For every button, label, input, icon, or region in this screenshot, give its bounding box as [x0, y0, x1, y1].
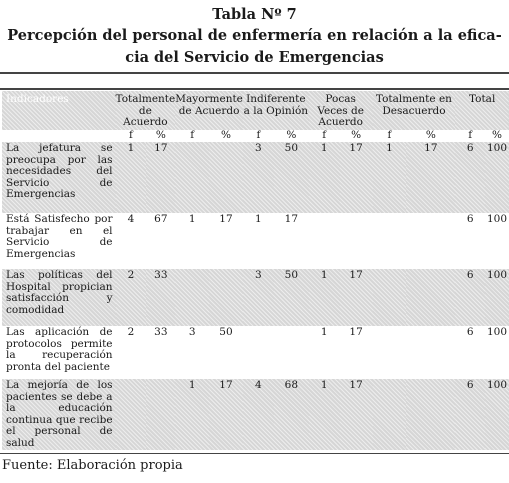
source-note: Fuente: Elaboración propia [2, 458, 183, 473]
table-caption-line1: Percepción del personal de enfermería en relación a la efica- [7, 27, 502, 44]
cell-pct: 50 [284, 142, 299, 154]
cell-pct [209, 142, 243, 213]
subheader-f: f [468, 129, 473, 141]
cell-pct [209, 269, 243, 326]
cell-f: 4 [127, 213, 135, 225]
cell-f: 2 [127, 269, 135, 281]
cell-f [116, 379, 147, 450]
subheader-pct: % [155, 129, 166, 141]
cell-f: 6 [466, 326, 474, 338]
header-indicadores: Indicadores [6, 93, 69, 105]
cell-f: 1 [188, 379, 196, 391]
cell-pct: 100 [487, 326, 508, 338]
cell-pct: 17 [219, 213, 233, 225]
cell-f: 1 [320, 142, 328, 154]
cell-f [373, 269, 407, 326]
cell-pct: 50 [219, 326, 233, 338]
table-row [2, 326, 509, 379]
data-table [2, 91, 509, 450]
header-indiferente: Indiferente a la Opinión [243, 93, 309, 117]
table-number: Tabla Nº 7 [212, 6, 297, 23]
header-mayormente-acuerdo: Mayormente de Acuerdo [175, 93, 243, 117]
row-indicator: Las aplicación de protocolos permite la recuperación pronta del paciente [6, 326, 113, 373]
cell-pct: 50 [284, 269, 299, 281]
row-indicator: Las políticas del Hospital propician satisfacción y comodidad [6, 269, 113, 316]
cell-f: 1 [320, 326, 328, 338]
cell-f: 6 [466, 379, 474, 391]
cell-pct [146, 379, 175, 450]
cell-f: 1 [386, 142, 393, 154]
cell-f: 1 [255, 213, 262, 225]
cell-pct: 100 [487, 213, 508, 225]
cell-pct: 17 [349, 326, 363, 338]
cell-pct [406, 326, 455, 379]
cell-pct: 17 [349, 379, 363, 391]
cell-f [175, 142, 209, 213]
table-caption-line2: cia del Servicio de Emergencias [125, 49, 384, 66]
subheader-row [2, 130, 509, 142]
subheader-f: f [129, 129, 133, 141]
cell-f: 4 [255, 379, 262, 391]
cell-pct: 100 [487, 269, 508, 281]
table-row [2, 142, 509, 213]
header-row [2, 91, 509, 130]
cell-f [373, 213, 407, 269]
cell-pct [274, 326, 309, 379]
subheader-f: f [322, 129, 327, 141]
table-row [2, 269, 509, 326]
cell-f: 6 [466, 269, 474, 281]
header-totalmente-desacuerdo: Totalmente en Desacuerdo [375, 93, 452, 117]
table-row [2, 213, 509, 269]
cell-f: 2 [127, 326, 135, 338]
cell-pct: 17 [349, 142, 363, 154]
cell-pct [406, 269, 455, 326]
cell-f: 3 [188, 326, 196, 338]
cell-f [175, 269, 209, 326]
bottom-rule [0, 453, 509, 454]
cell-pct: 67 [154, 213, 168, 225]
subheader-pct: % [351, 129, 362, 141]
subheader-pct: % [492, 129, 503, 141]
header-pocas-veces: Pocas Veces de Acuerdo [317, 93, 364, 128]
cell-pct [406, 213, 455, 269]
row-indicator: La jefatura se preocupa por las necesidades del Servicio de Emergencias [6, 142, 113, 200]
row-indicator: La mejoría de los pacientes se debe a la educación continua que recibe el personal de salud [6, 379, 113, 449]
subheader-pct: % [286, 129, 297, 141]
cell-pct: 17 [219, 379, 233, 391]
cell-f [309, 213, 340, 269]
cell-f: 6 [466, 142, 474, 154]
second-rule [0, 88, 509, 90]
cell-f: 1 [320, 379, 328, 391]
subheader-pct: % [221, 129, 231, 141]
subheader-f: f [387, 129, 392, 141]
subheader-blank [2, 130, 116, 142]
cell-f [373, 326, 407, 379]
cell-pct: 17 [284, 213, 299, 225]
cell-pct [340, 213, 373, 269]
row-indicator: Está Satisfecho por trabajar en el Servicio de Emergencias [6, 213, 113, 260]
top-rule [0, 72, 509, 74]
subheader-f: f [190, 129, 195, 141]
cell-pct: 100 [487, 142, 508, 154]
cell-pct: 17 [349, 269, 363, 281]
cell-pct: 68 [284, 379, 299, 391]
cell-f: 1 [127, 142, 135, 154]
header-total: Total [468, 93, 496, 105]
cell-f [243, 326, 274, 379]
subheader-f: f [256, 129, 261, 141]
cell-f: 1 [320, 269, 328, 281]
cell-pct: 33 [154, 269, 168, 281]
cell-f: 6 [466, 213, 474, 225]
header-totalmente-acuerdo: Totalmente de Acuerdo [115, 93, 176, 128]
cell-f: 1 [188, 213, 196, 225]
cell-f: 3 [255, 269, 262, 281]
subheader-pct: % [425, 129, 436, 141]
cell-pct: 17 [424, 142, 438, 154]
table-row [2, 379, 509, 450]
cell-pct: 17 [154, 142, 168, 154]
cell-pct: 100 [487, 379, 508, 391]
cell-pct: 33 [154, 326, 168, 338]
cell-f [373, 379, 407, 450]
cell-pct [406, 379, 455, 450]
cell-f: 3 [255, 142, 262, 154]
